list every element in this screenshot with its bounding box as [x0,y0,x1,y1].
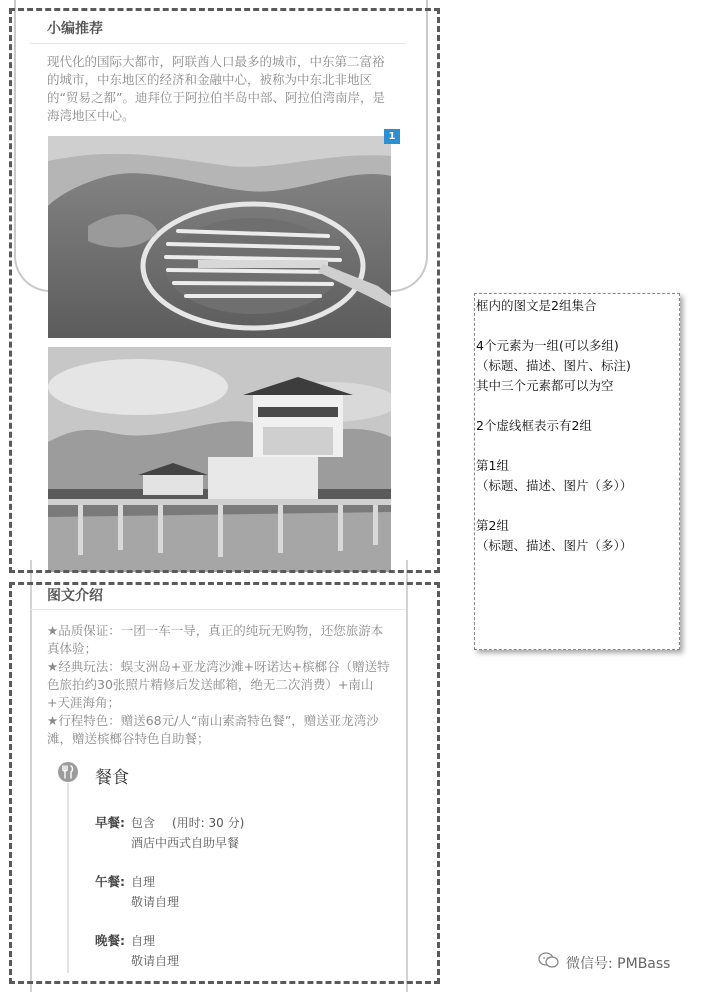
breakfast-duration: (用时: 30 分) [172,816,245,830]
note-line: 第2组 [476,518,509,533]
intro-quality-line: ★品质保证：一团一车一导，真正的纯玩无购物，还您旅游本真体验； [47,623,384,656]
breakfast-value: 包含 [131,816,156,830]
lunch-value: 自理 [131,875,156,889]
wechat-icon [538,951,560,969]
group-1-dashed-frame [9,8,440,573]
section-title-intro: 图文介绍 [47,588,103,604]
meal-heading: 餐食 [95,768,129,788]
breakfast-label: 早餐: [95,815,125,830]
intro-feature-line: ★行程特色：赠送68元/人“南山素斋特色餐”，赠送亚龙湾沙滩，赠送槟榔谷特色自助餐； [47,713,379,746]
dinner-detail: 敬请自理 [131,954,180,968]
note-line: （标题、描述、图片、标注) [476,358,631,373]
image-badge: 1 [384,129,400,144]
lunch-label: 午餐: [95,874,125,889]
note-line: 2个虚线框表示有2组 [476,418,592,433]
note-line: （标题、描述、图片（多）） [476,538,633,553]
intro-play-line: ★经典玩法：蜈支洲岛+亚龙湾沙滩+呀诺达+槟榔谷（赠送特色旅拍约30张照片精修后发送邮箱，绝无二次消费）+南山+天涯海角； [47,659,390,710]
dinner-label: 晚餐: [95,933,125,948]
group-2-dashed-frame [9,582,440,984]
lunch-detail: 敬请自理 [131,895,180,909]
note-line: 其中三个元素都可以为空 [476,378,614,393]
recommend-description: 现代化的国际大都市，阿联酋人口最多的城市，中东第二富裕的城市，中东地区的经济和金融中心，被称为中东北非地区的“贸易之都”。迪拜位于阿拉伯半岛中部、阿拉伯湾南岸，是海湾地区中心。 [47,54,385,123]
note-line: 4个元素为一组(可以多组) [476,338,619,353]
note-line: （标题、描述、图片（多）） [476,478,633,493]
note-line: 框内的图文是2组集合 [476,298,597,313]
dinner-value: 自理 [131,934,156,948]
wechat-watermark: 微信号: PMBass [566,956,671,972]
breakfast-detail: 酒店中西式自助早餐 [131,836,240,850]
section-title-recommend: 小编推荐 [47,21,103,37]
note-line: 第1组 [476,458,509,473]
